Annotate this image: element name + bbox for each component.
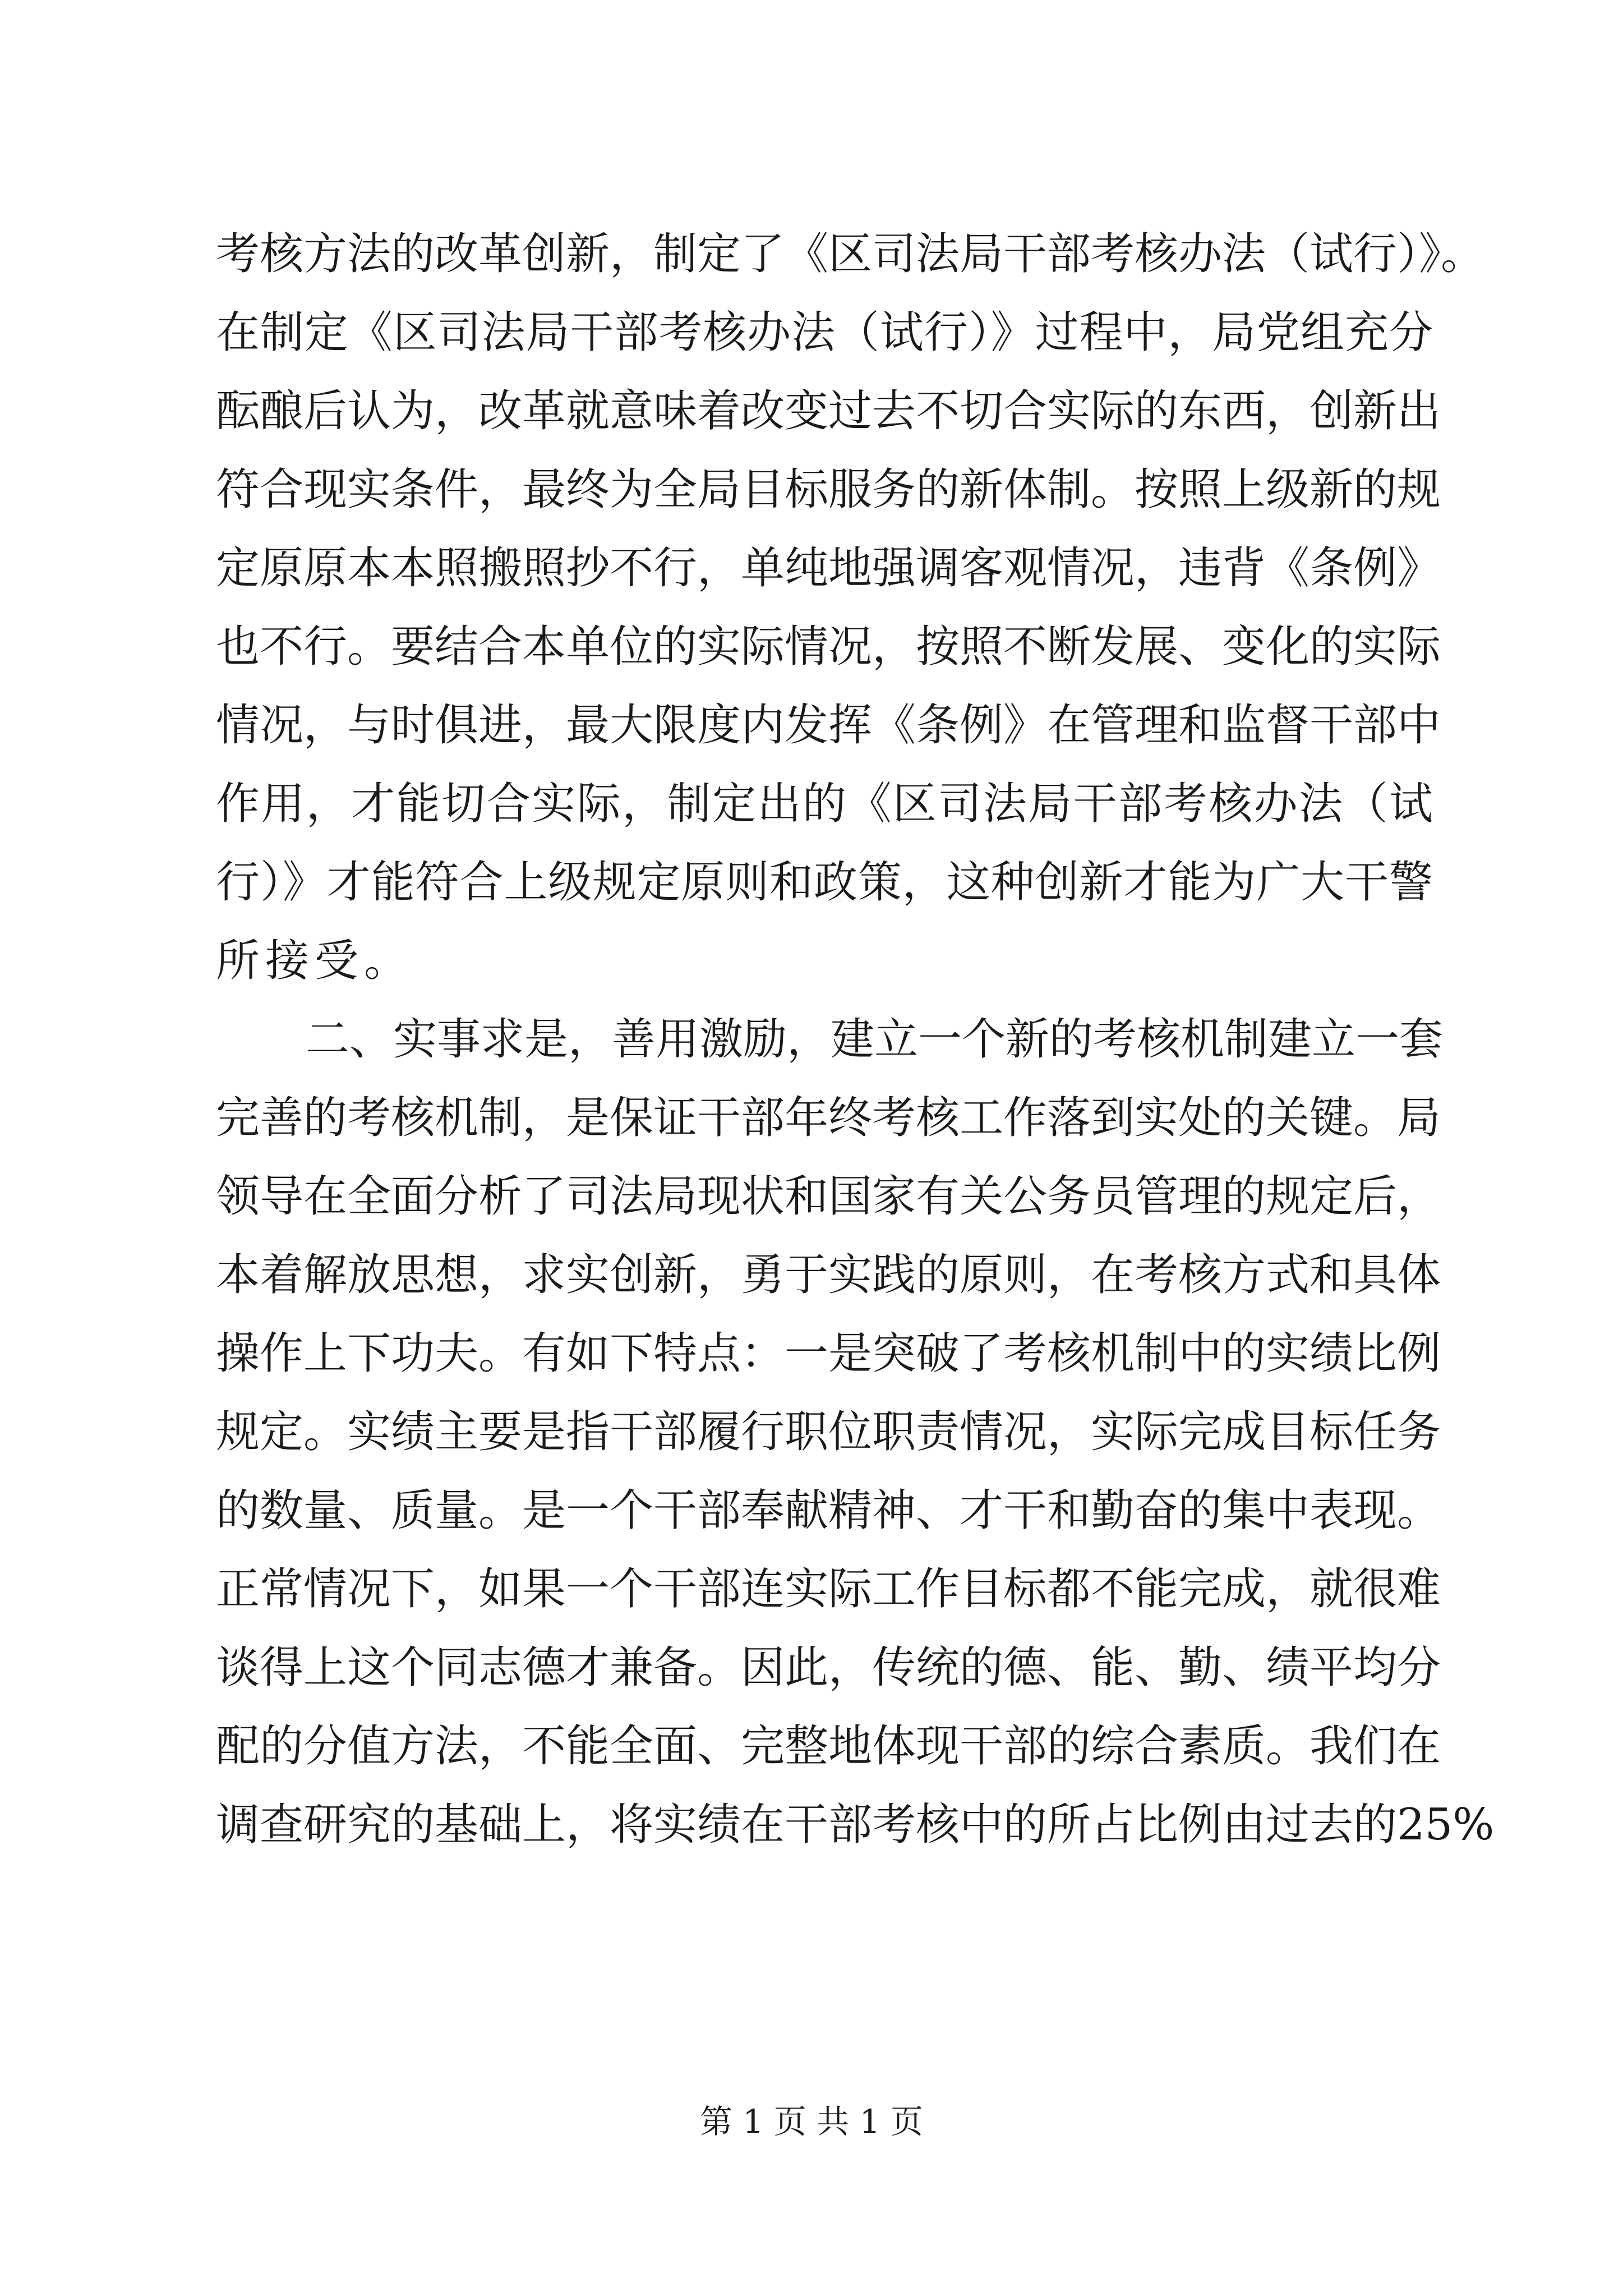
- text-line: 作用，才能切合实际，制定出的《区司法局干部考核办法（试: [216, 779, 1433, 829]
- text-line: 的数量、质量。是一个干部奉献精神、才干和勤奋的集中表现。: [216, 1485, 1441, 1536]
- text-line: 行）》才能符合上级规定原则和政策，这种创新才能为广大干警: [216, 857, 1433, 908]
- text-line: 谈得上这个同志德才兼备。因此，传统的德、能、勤、绩平均分: [216, 1642, 1441, 1693]
- text-line: 定原原本本照搬照抄不行，单纯地强调客观情况，违背《条例》: [216, 543, 1441, 593]
- paragraph-heading: 二、实事求是，善用激励，建立一个新的考核机制建立一套: [306, 1014, 1444, 1065]
- text-line: 操作上下功夫。有如下特点：一是突破了考核机制中的实绩比例: [216, 1328, 1441, 1379]
- text-line: 领导在全面分析了司法局现状和国家有关公务员管理的规定后，: [216, 1171, 1441, 1222]
- text-line: 完善的考核机制，是保证干部年终考核工作落到实处的关键。局: [216, 1093, 1441, 1143]
- text-line: 配的分值方法，不能全面、完整地体现干部的综合素质。我们在: [216, 1721, 1441, 1772]
- text-line: 规定。实绩主要是指干部履行职位职责情况，实际完成目标任务: [216, 1407, 1441, 1457]
- text-line: 本着解放思想，求实创新，勇于实践的原则，在考核方式和具体: [216, 1250, 1441, 1300]
- page-footer: 第 1 页 共 1 页: [700, 2102, 923, 2141]
- text-line: 调查研究的基础上，将实绩在干部考核中的所占比例由过去的25%: [216, 1800, 1495, 1850]
- text-line: 考核方法的改革创新，制定了《区司法局干部考核办法（试行）》。: [216, 229, 1485, 279]
- text-line: 正常情况下，如果一个干部连实际工作目标都不能完成，就很难: [216, 1564, 1441, 1614]
- text-line: 酝酿后认为，改革就意味着改变过去不切合实际的东西，创新出: [216, 386, 1441, 436]
- text-line: 符合现实条件，最终为全局目标服务的新体制。按照上级新的规: [216, 464, 1441, 515]
- text-line: 在制定《区司法局干部考核办法（试行）》过程中，局党组充分: [216, 307, 1433, 358]
- text-line: 也不行。要结合本单位的实际情况，按照不断发展、变化的实际: [216, 622, 1441, 672]
- text-line: 情况，与时俱进，最大限度内发挥《条例》在管理和监督干部中: [216, 700, 1441, 751]
- text-line: 所接受。: [216, 936, 414, 986]
